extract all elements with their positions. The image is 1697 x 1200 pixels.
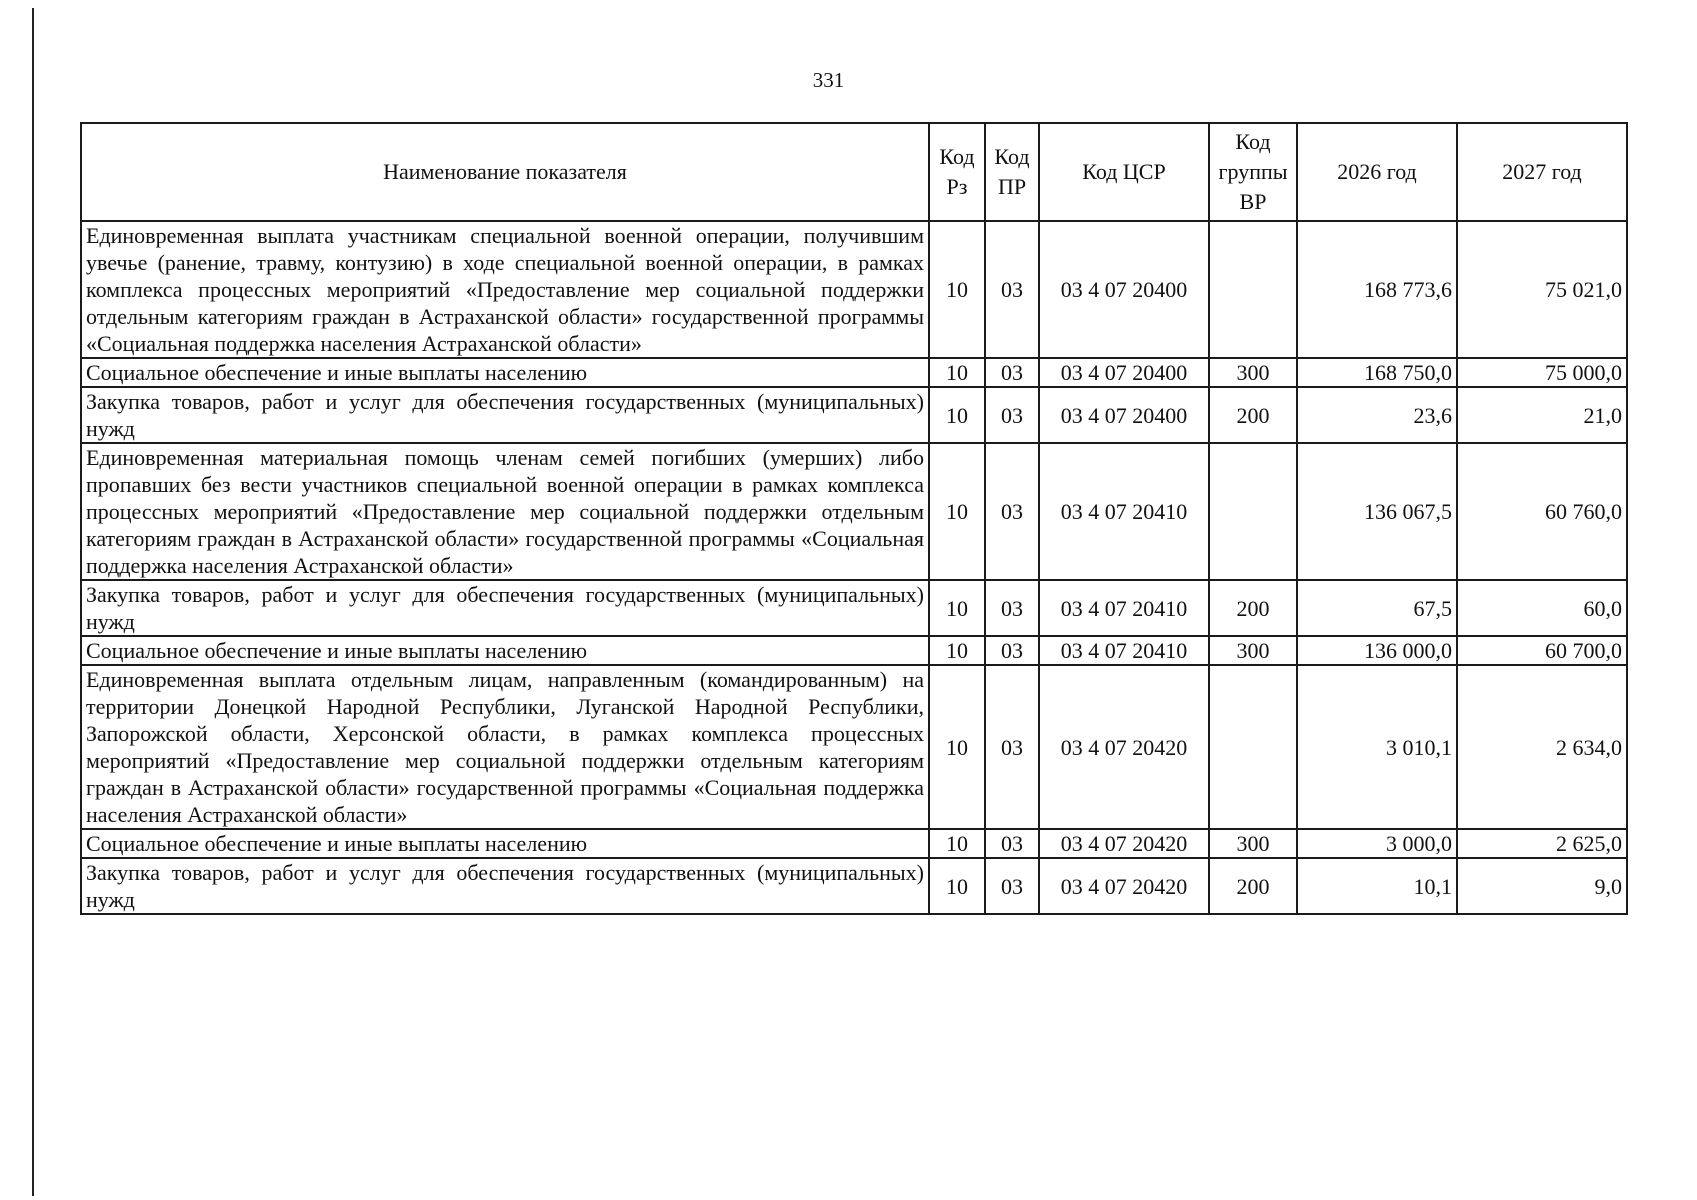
row-rz: 10	[929, 636, 985, 665]
row-csr: 03 4 07 20420	[1039, 858, 1209, 914]
row-rz: 10	[929, 665, 985, 829]
row-csr: 03 4 07 20420	[1039, 829, 1209, 858]
row-rz: 10	[929, 858, 985, 914]
table-row	[81, 580, 1627, 636]
row-vr: 200	[1209, 580, 1297, 636]
row-pr: 03	[985, 443, 1039, 580]
row-name: Закупка товаров, работ и услуг для обеспечения государственных (муниципальных) нужд	[81, 580, 929, 636]
budget-table	[80, 122, 1628, 915]
table-row	[81, 443, 1627, 580]
header-2026: 2026 год	[1297, 123, 1457, 221]
row-2027: 60 760,0	[1457, 443, 1627, 580]
row-2026: 136 067,5	[1297, 443, 1457, 580]
header-vr: Код группы ВР	[1209, 123, 1297, 221]
row-2026: 168 773,6	[1297, 221, 1457, 358]
row-2026: 168 750,0	[1297, 358, 1457, 387]
row-name: Социальное обеспечение и иные выплаты населению	[81, 358, 929, 387]
row-2027: 60 700,0	[1457, 636, 1627, 665]
row-name: Единовременная выплата участникам специальной военной операции, получившим увечье (ранение, травму, контузию) в ходе специальной военной операции, в рамках комплекса процессных мероприятий «Предоставление мер социальной поддержки отдельным категориям граждан в Астраханской области» государственной программы «Социальная поддержка населения Астраханской области»	[81, 221, 929, 358]
row-csr: 03 4 07 20420	[1039, 665, 1209, 829]
table-row	[81, 636, 1627, 665]
row-name: Социальное обеспечение и иные выплаты населению	[81, 829, 929, 858]
row-name: Закупка товаров, работ и услуг для обеспечения государственных (муниципальных) нужд	[81, 858, 929, 914]
header-name: Наименование показателя	[81, 123, 929, 221]
row-pr: 03	[985, 829, 1039, 858]
row-vr: 200	[1209, 387, 1297, 443]
table-row	[81, 358, 1627, 387]
row-rz: 10	[929, 580, 985, 636]
row-2026: 3 010,1	[1297, 665, 1457, 829]
row-pr: 03	[985, 665, 1039, 829]
page-number: 331	[812, 68, 845, 92]
row-2026: 3 000,0	[1297, 829, 1457, 858]
row-2027: 60,0	[1457, 580, 1627, 636]
row-2027: 2 625,0	[1457, 829, 1627, 858]
row-rz: 10	[929, 387, 985, 443]
row-2027: 21,0	[1457, 387, 1627, 443]
row-2026: 67,5	[1297, 580, 1457, 636]
row-vr: 300	[1209, 829, 1297, 858]
table-row	[81, 387, 1627, 443]
row-csr: 03 4 07 20410	[1039, 636, 1209, 665]
row-pr: 03	[985, 858, 1039, 914]
row-name: Единовременная выплата отдельным лицам, направленным (командированным) на территории Донецкой Народной Республики, Луганской Народной Республики, Запорожской области, Херсонской области, в рамках комплекса процессных мероприятий «Предоставление мер социальной поддержки отдельным категориям граждан в Астраханской области» государственной программы «Социальная поддержка населения Астраханской области»	[81, 665, 929, 829]
row-csr: 03 4 07 20400	[1039, 387, 1209, 443]
binding-margin-line	[32, 8, 34, 1196]
row-vr	[1209, 221, 1297, 358]
table-row	[81, 858, 1627, 914]
row-vr	[1209, 443, 1297, 580]
header-rz: Код Рз	[929, 123, 985, 221]
row-name: Социальное обеспечение и иные выплаты населению	[81, 636, 929, 665]
row-csr: 03 4 07 20400	[1039, 358, 1209, 387]
row-rz: 10	[929, 358, 985, 387]
row-2026: 10,1	[1297, 858, 1457, 914]
row-csr: 03 4 07 20400	[1039, 221, 1209, 358]
row-vr: 200	[1209, 858, 1297, 914]
row-csr: 03 4 07 20410	[1039, 443, 1209, 580]
row-pr: 03	[985, 636, 1039, 665]
row-name: Закупка товаров, работ и услуг для обеспечения государственных (муниципальных) нужд	[81, 387, 929, 443]
row-vr	[1209, 665, 1297, 829]
row-pr: 03	[985, 580, 1039, 636]
row-rz: 10	[929, 221, 985, 358]
row-name: Единовременная материальная помощь членам семей погибших (умерших) либо пропавших без вести участников специальной военной операции в рамках комплекса процессных мероприятий «Предоставление мер социальной поддержки отдельным категориям граждан в Астраханской области» государственной программы «Социальная поддержка населения Астраханской области»	[81, 443, 929, 580]
header-pr: Код ПР	[985, 123, 1039, 221]
row-rz: 10	[929, 443, 985, 580]
row-vr: 300	[1209, 358, 1297, 387]
table-row	[81, 665, 1627, 829]
row-2027: 9,0	[1457, 858, 1627, 914]
row-pr: 03	[985, 221, 1039, 358]
row-csr: 03 4 07 20410	[1039, 580, 1209, 636]
row-2026: 136 000,0	[1297, 636, 1457, 665]
row-2027: 75 000,0	[1457, 358, 1627, 387]
header-csr: Код ЦСР	[1039, 123, 1209, 221]
table-row	[81, 221, 1627, 358]
row-rz: 10	[929, 829, 985, 858]
row-2026: 23,6	[1297, 387, 1457, 443]
row-2027: 2 634,0	[1457, 665, 1627, 829]
row-vr: 300	[1209, 636, 1297, 665]
table-header-row	[81, 123, 1627, 221]
table-row	[81, 829, 1627, 858]
row-2027: 75 021,0	[1457, 221, 1627, 358]
row-pr: 03	[985, 358, 1039, 387]
header-2027: 2027 год	[1457, 123, 1627, 221]
row-pr: 03	[985, 387, 1039, 443]
